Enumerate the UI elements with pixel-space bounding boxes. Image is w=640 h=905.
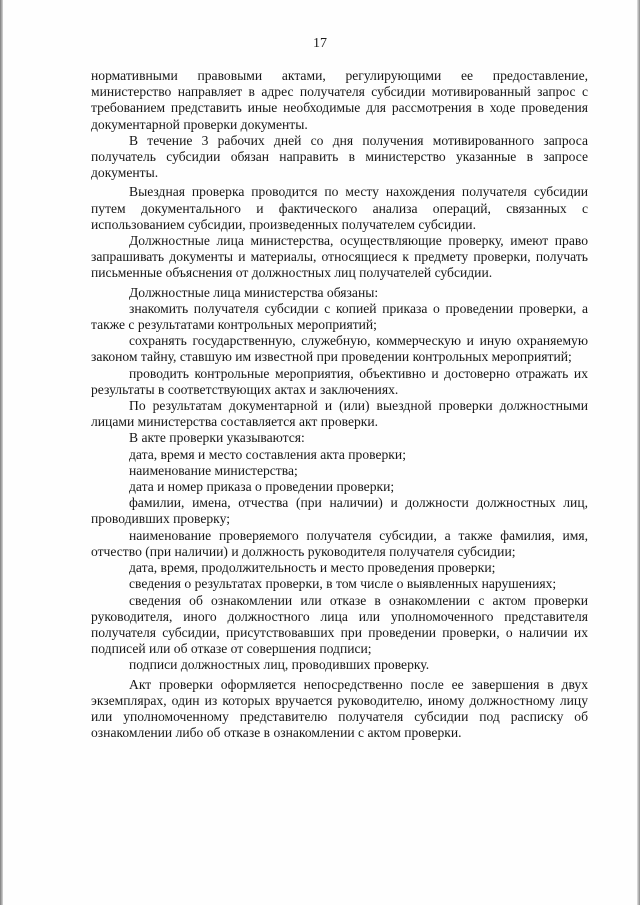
paragraph: Должностные лица министерства, осуществляющие проверку, имеют право запрашивать документы и материалы, относящиеся к предмету проверки, получать письменные объяснения от должностных лиц получателей субсидии. [91,233,588,281]
list-item: дата и номер приказа о проведении проверки; [129,479,395,495]
paragraph: Выездная проверка проводится по месту нахождения получателя субсидии путем документального и фактического анализа операций, связанных с использованием субсидии, произведенных получателем субсидии. [91,184,588,232]
scan-edge-left [0,0,3,905]
paragraph: В акте проверки указываются: [129,430,305,446]
list-item: сведения о результатах проверки, в том числе о выявленных нарушениях; [129,576,557,592]
paragraph: нормативными правовыми актами, регулирующими ее предоставление, министерство направляет в адрес получателя субсидии мотивированный запрос с требованием представить иные необходимые для рассмотрения в ходе проведения документарной проверки документы. [91,68,588,132]
list-item: фамилии, имена, отчества (при наличии) и должности должностных лиц, проводивших проверку; [91,495,588,527]
list-item: сохранять государственную, служебную, коммерческую и иную охраняемую законом тайну, ставшую им известной при проведении контрольных мероприятий; [91,333,588,365]
paragraph: Должностные лица министерства обязаны: [129,284,379,300]
list-item: проводить контрольные мероприятия, объективно и достоверно отражать их результаты в соответствующих актах и заключениях. [91,365,588,397]
page-number: 17 [313,36,327,51]
list-item: дата, время и место составления акта проверки; [129,446,406,462]
list-item: дата, время, продолжительность и место проведения проверки; [129,560,496,576]
paragraph: В течение 3 рабочих дней со дня получения мотивированного запроса получатель субсидии обязан направить в министерство указанные в запросе документы. [91,132,588,181]
list-item: подписи должностных лиц, проводивших проверку. [129,657,430,673]
body-text [91,68,588,741]
paragraph: По результатам документарной и (или) выездной проверки должностными лицами министерства составляется акт проверки. [91,398,588,430]
list-item: наименование министерства; [129,462,298,478]
list-item: знакомить получателя субсидии с копией приказа о проведении проверки, а также с результатами контрольных мероприятий; [91,300,588,333]
list-item: наименование проверяемого получателя субсидии, а также фамилия, имя, отчество (при наличии) и должность руководителя получателя субсидии; [91,527,588,559]
list-item: сведения об ознакомлении или отказе в ознакомлении с актом проверки руководителя, иного должностного лица или уполномоченного представителя получателя субсидии, присутствовавших при проведении проверки, о наличии их подписей или об отказе от совершения подписи; [91,592,588,657]
paragraph: Акт проверки оформляется непосредственно после ее завершения в двух экземплярах, один из которых вручается руководителю, иному должностному лицу или уполномоченному представителю получателя субсидии под расписку об ознакомлении либо об отказе в ознакомлении с актом проверки. [91,676,588,741]
